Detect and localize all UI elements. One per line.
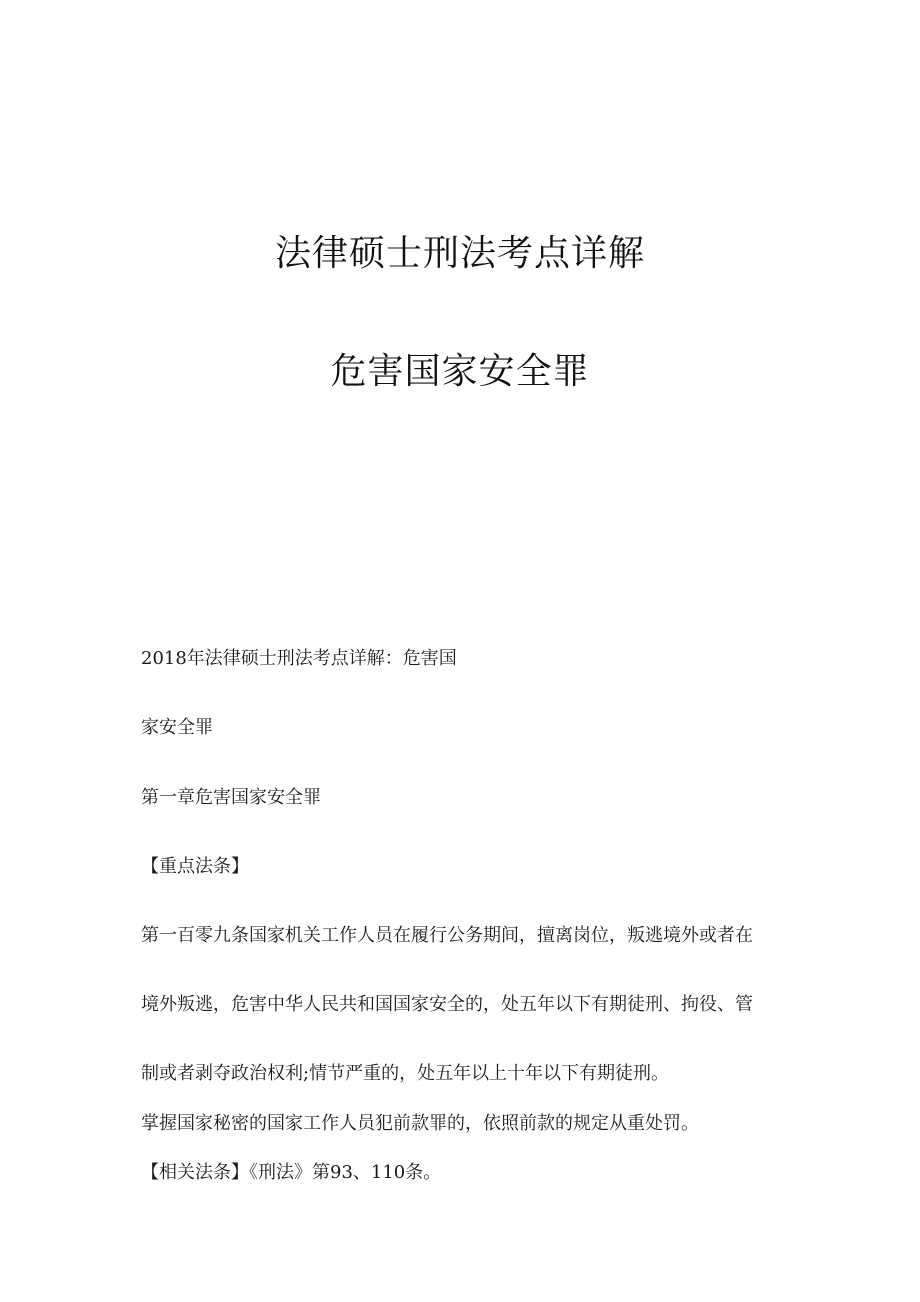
article-text-line-3: 制或者剥夺政治权利;情节严重的，处五年以上十年以下有期徒刑。 [141, 1063, 670, 1084]
article-text-line-1: 第一百零九条国家机关工作人员在履行公务期间，擅离岗位，叛逃境外或者在 [141, 925, 753, 946]
intro-line-2: 家安全罪 [141, 717, 213, 738]
article-text-line-2: 境外叛逃，危害中华人民共和国国家安全的，处五年以下有期徒刑、拘役、管 [141, 994, 753, 1015]
chapter-heading: 第一章危害国家安全罪 [141, 787, 321, 808]
article-text-paragraph-2: 掌握国家秘密的国家工作人员犯前款罪的，依照前款的规定从重处罚。 [141, 1113, 699, 1134]
related-articles-line: 【相关法条】《刑法》第93、110条。 [141, 1162, 442, 1183]
intro-line-1: 2018年法律硕士刑法考点详解：危害国 [141, 648, 457, 669]
document-title: 法律硕士刑法考点详解 [274, 233, 645, 274]
document-subtitle: 危害国家安全罪 [330, 351, 590, 392]
section-label-key-articles: 【重点法条】 [141, 856, 249, 877]
